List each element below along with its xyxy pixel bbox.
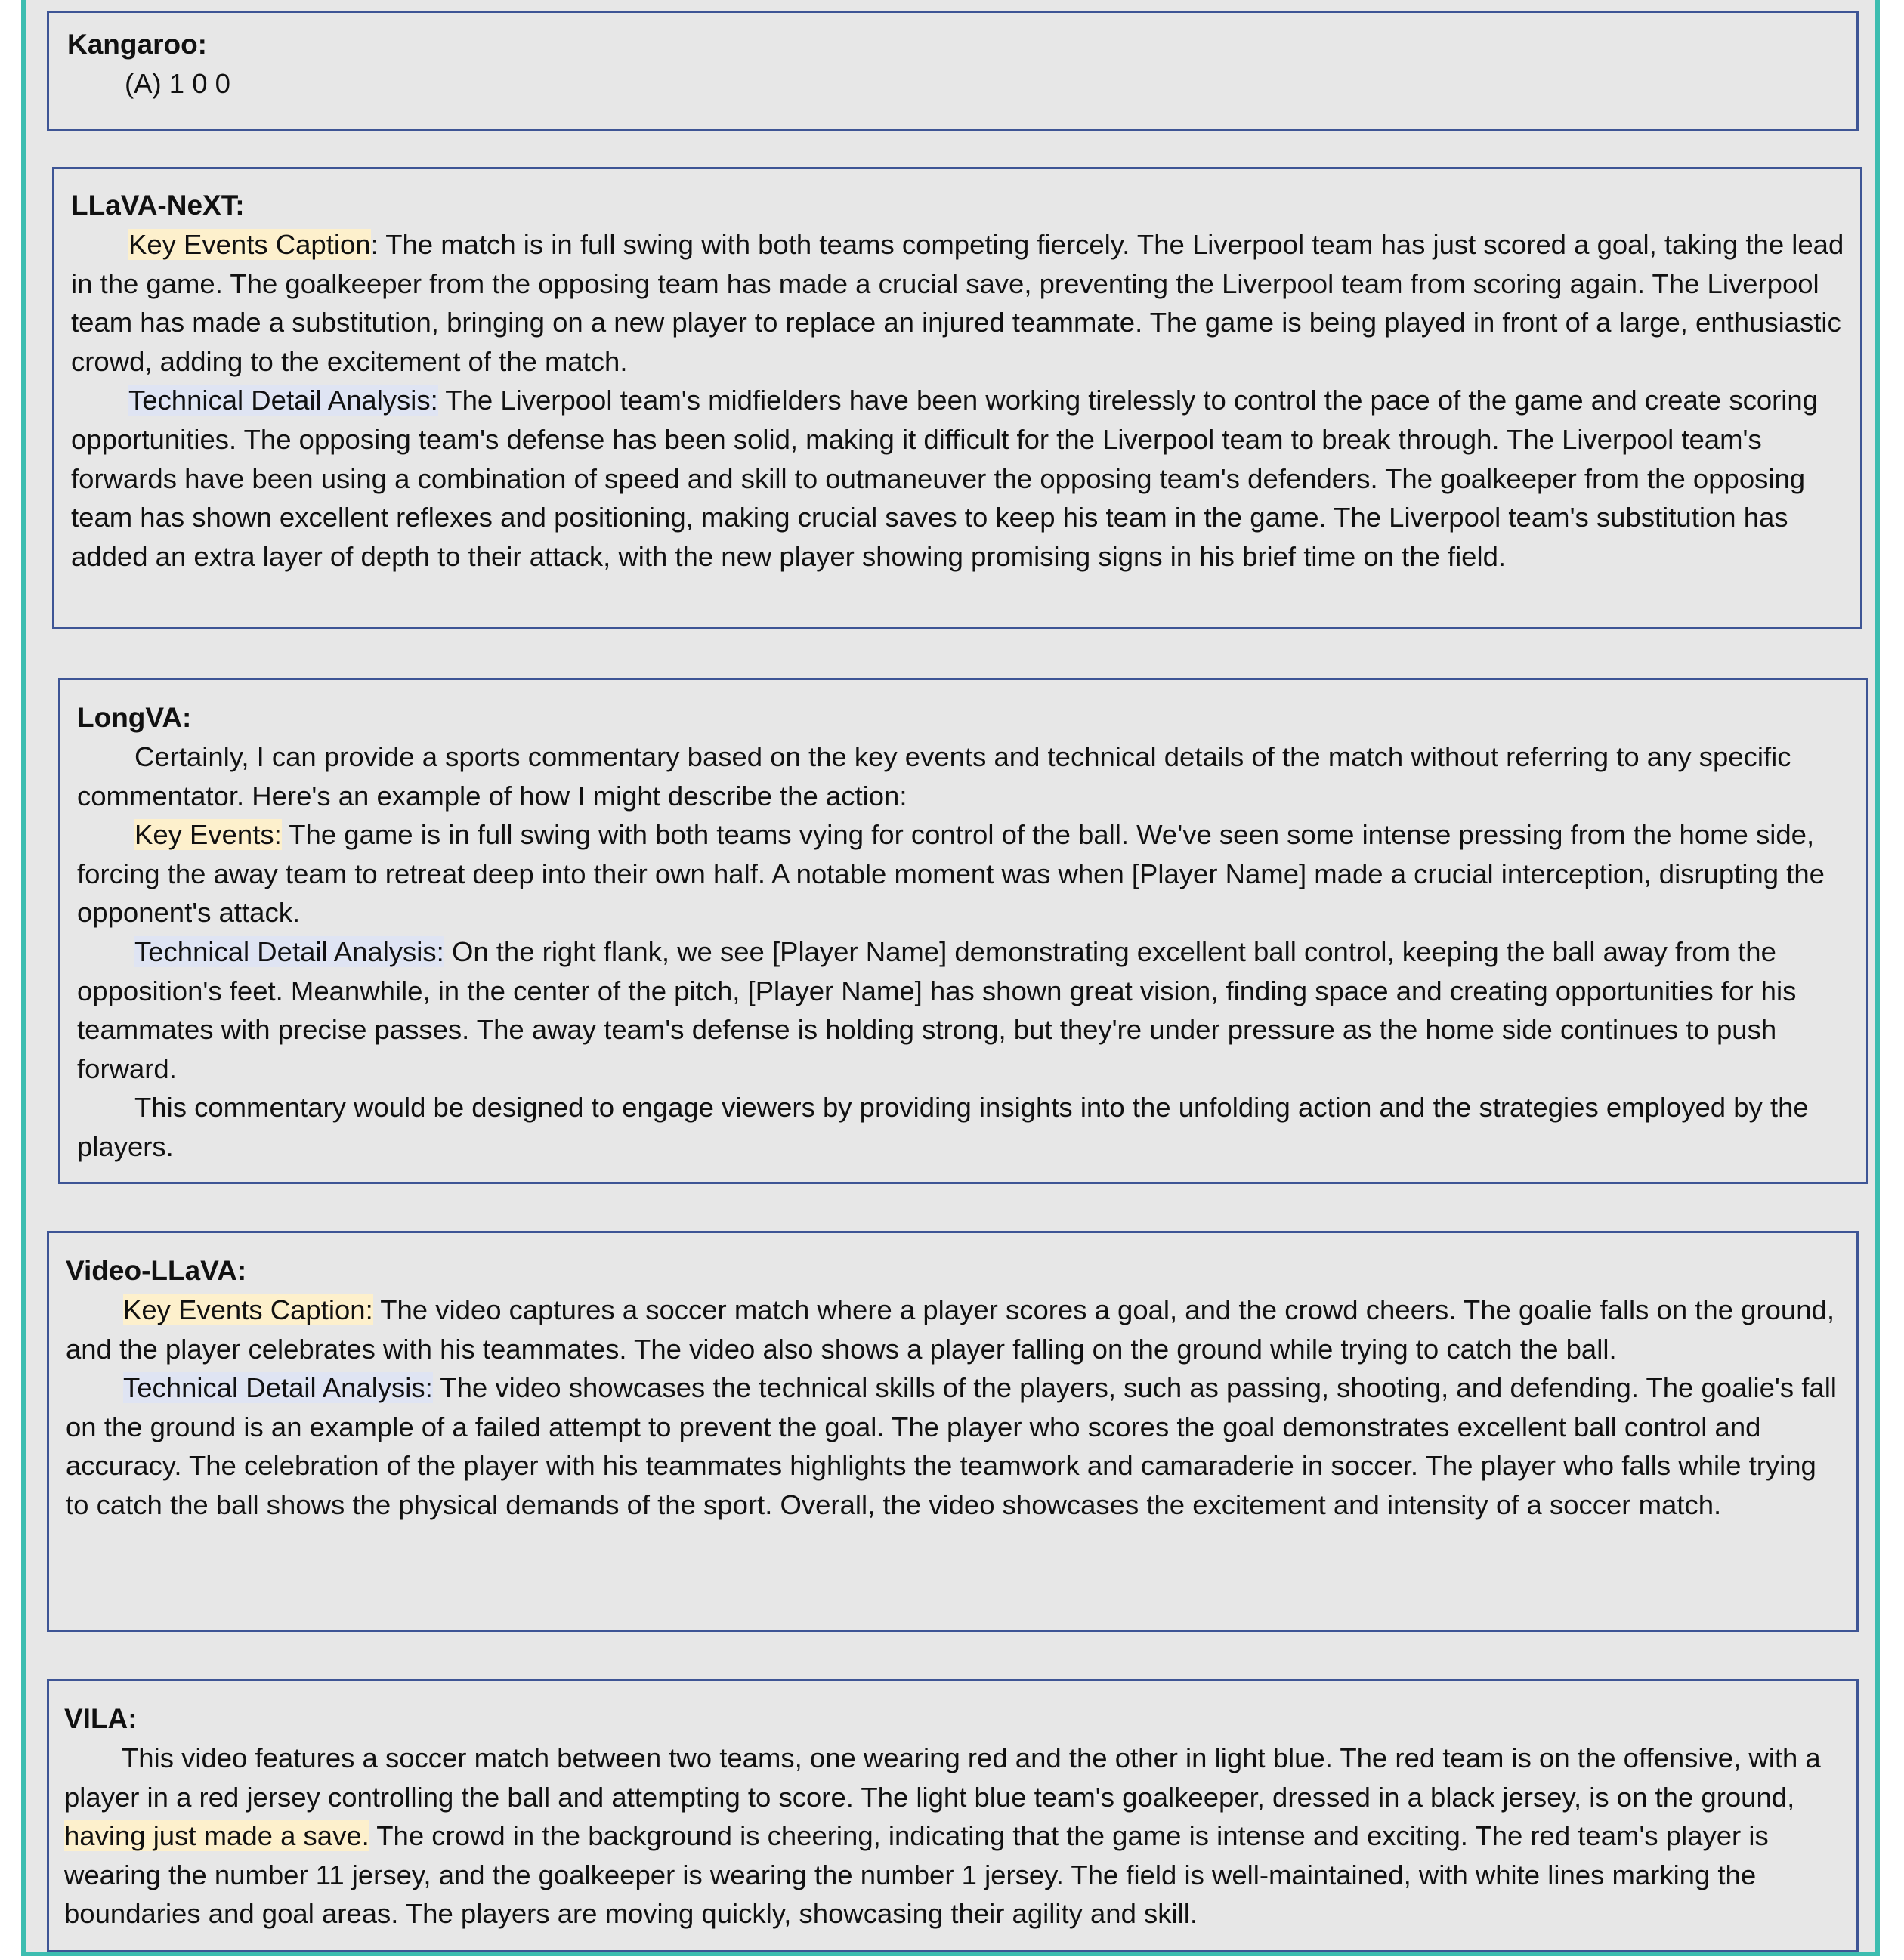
video-llava-panel <box>47 1231 1859 1632</box>
video-llava-title: Video-LLaVA: <box>66 1255 247 1286</box>
vila-title: VILA: <box>64 1703 138 1734</box>
longva-outro: This commentary would be designed to engage viewers by providing insights into the unfolding action and the strategies employed by the players. <box>77 1092 1809 1162</box>
vila-text: This video features a soccer match between two teams, one wearing red and the other in light blue. The red team is on the offensive, with a player in a red jersey controlling the ball and attempting to score. The light blue team's goalkeeper, dressed in a black jersey, is on the ground, having just made a save. The crowd in the background is cheering, indicating that the game is intense and exciting. The red team's player is wearing the number 11 jersey, and the goalkeeper is wearing the number 1 jersey. The field is well-maintained, with white lines marking the boundaries and goal areas. The players are moving quickly, showcasing their agility and skill. <box>64 1742 1821 1930</box>
longva-title: LongVA: <box>77 702 192 733</box>
technical-detail-label: Technical Detail Analysis: <box>123 1372 433 1404</box>
save-highlight: having just made a save. <box>64 1820 369 1852</box>
video-llava-key-events: Key Events Caption: The video captures a soccer match where a player scores a goal, and the crowd cheers. The goalie falls on the ground, and the player celebrates with his teammates. The video also shows a player falling on the ground while trying to catch the ball. <box>66 1294 1834 1365</box>
longva-intro: Certainly, I can provide a sports commentary based on the key events and technical details of the match without referring to any specific commentator. Here's an example of how I might describe the action: <box>77 741 1791 812</box>
kangaroo-title: Kangaroo: <box>67 29 207 60</box>
kangaroo-answer: (A) 1 0 0 <box>125 68 230 99</box>
technical-detail-label: Technical Detail Analysis: <box>134 935 444 967</box>
video-llava-technical: Technical Detail Analysis: The video showcases the technical skills of the players, such as passing, shooting, and defending. The goalie's fall on the ground is an example of a failed attempt to prevent the goal. The player who scores the goal demonstrates excellent ball control and accuracy. The celebration of the player with his teammates highlights the teamwork and camaraderie in soccer. The player who falls while trying to catch the ball shows the physical demands of the sport. Overall, the video showcases the excitement and intensity of a soccer match. <box>66 1372 1837 1520</box>
key-events-label: Key Events: <box>134 819 282 851</box>
vila-panel <box>47 1679 1859 1952</box>
kangaroo-panel <box>47 11 1859 131</box>
llava-next-title: LLaVA-NeXT: <box>71 190 245 221</box>
key-events-caption-label: Key Events Caption: <box>123 1294 373 1325</box>
llava-next-key-events: Key Events Caption: The match is in full swing with both teams competing fiercely. The Liverpool team has just scored a goal, taking the lead in the game. The goalkeeper from the opposing team has made a crucial save, preventing the Liverpool team from scoring again. The Liverpool team has made a substitution, bringing on a new player to replace an injured teammate. The game is being played in front of a large, enthusiastic crowd, adding to the excitement of the match. <box>71 229 1844 377</box>
llava-next-technical: Technical Detail Analysis: The Liverpool team's midfielders have been working tirelessly to control the pace of the game and create scoring opportunities. The opposing team's defense has been solid, making it difficult for the Liverpool team to break through. The Liverpool team's forwards have been using a combination of speed and skill to outmaneuver the opposing team's defenders. The goalkeeper from the opposing team has shown excellent reflexes and positioning, making crucial saves to keep his team in the game. The Liverpool team's substitution has added an extra layer of depth to their attack, with the new player showing promising signs in his brief time on the field. <box>71 385 1819 572</box>
longva-panel <box>58 678 1868 1184</box>
key-events-caption-label: Key Events Caption <box>128 229 371 260</box>
technical-detail-label: Technical Detail Analysis: <box>128 385 438 416</box>
longva-technical: Technical Detail Analysis: On the right flank, we see [Player Name] demonstrating excellent ball control, keeping the ball away from the opposition's feet. Meanwhile, in the center of the pitch, [Player Name] has shown great vision, finding space and creating opportunities for his teammates with precise passes. The away team's defense is holding strong, but they're under pressure as the home side continues to push forward. <box>77 935 1797 1084</box>
llava-next-panel <box>52 167 1862 629</box>
longva-key-events: Key Events: The game is in full swing with both teams vying for control of the ball. We've seen some intense pressing from the home side, forcing the away team to retreat deep into their own half. A notable moment was when [Player Name] made a crucial interception, disrupting the opponent's attack. <box>77 819 1825 929</box>
